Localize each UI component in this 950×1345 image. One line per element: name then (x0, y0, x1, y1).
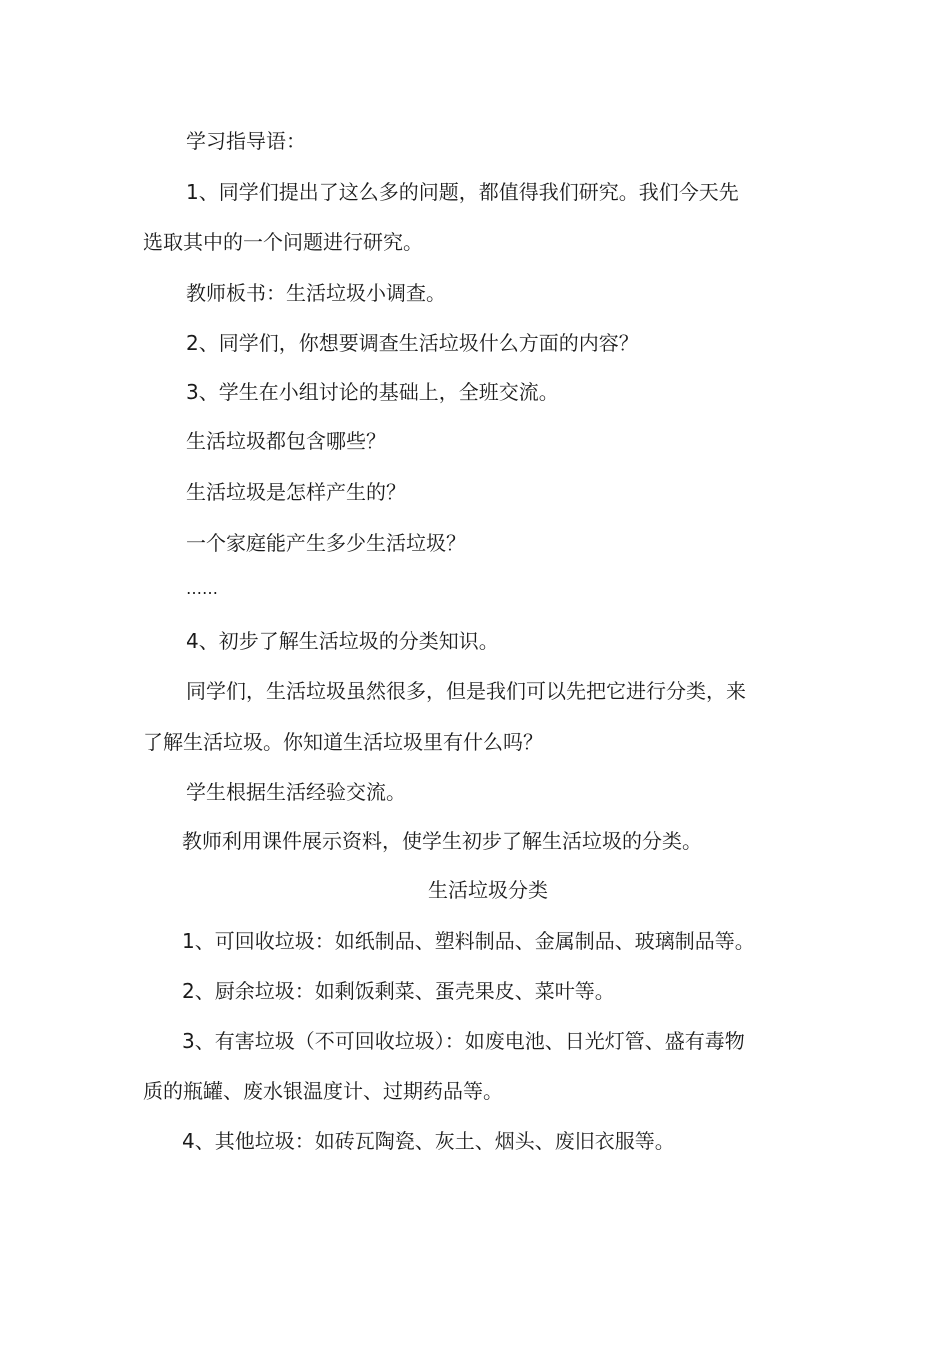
paragraph-1-line-1: 1、同学们提出了这么多的问题，都值得我们研究。我们今天先 (186, 180, 739, 204)
classification-item-3-line-1: 3、有害垃圾（不可回收垃圾）：如废电池、日光灯管、盛有毒物 (182, 1029, 745, 1053)
paragraph-4-line-2: 了解生活垃圾。你知道生活垃圾里有什么吗？ (143, 730, 543, 754)
paragraph-1-line-2: 选取其中的一个问题进行研究。 (143, 230, 423, 254)
step-3: 3、学生在小组讨论的基础上，全班交流。 (186, 380, 559, 404)
question-2: 2、同学们，你想要调查生活垃圾什么方面的内容？ (186, 331, 639, 355)
classification-item-1: 1、可回收垃圾：如纸制品、塑料制品、金属制品、玻璃制品等。 (182, 929, 755, 953)
paragraph-4-line-1: 同学们，生活垃圾虽然很多，但是我们可以先把它进行分类，来 (186, 679, 746, 703)
classification-item-2: 2、厨余垃圾：如剩饭剩菜、蛋壳果皮、菜叶等。 (182, 979, 615, 1003)
board-writing: 教师板书：生活垃圾小调查。 (186, 281, 446, 305)
classification-item-4: 4、其他垃圾：如砖瓦陶瓷、灰土、烟头、废旧衣服等。 (182, 1129, 675, 1153)
classification-title: 生活垃圾分类 (428, 878, 548, 902)
ellipsis: …… (186, 579, 218, 598)
question-item: 生活垃圾都包含哪些？ (186, 429, 386, 453)
guide-heading: 学习指导语： (186, 129, 306, 153)
classification-item-3-line-2: 质的瓶罐、废水银温度计、过期药品等。 (143, 1079, 503, 1103)
student-exchange: 学生根据生活经验交流。 (186, 780, 406, 804)
step-4: 4、初步了解生活垃圾的分类知识。 (186, 629, 499, 653)
teacher-courseware: 教师利用课件展示资料，使学生初步了解生活垃圾的分类。 (182, 829, 702, 853)
question-item: 生活垃圾是怎样产生的？ (186, 480, 406, 504)
question-item: 一个家庭能产生多少生活垃圾？ (186, 531, 466, 555)
